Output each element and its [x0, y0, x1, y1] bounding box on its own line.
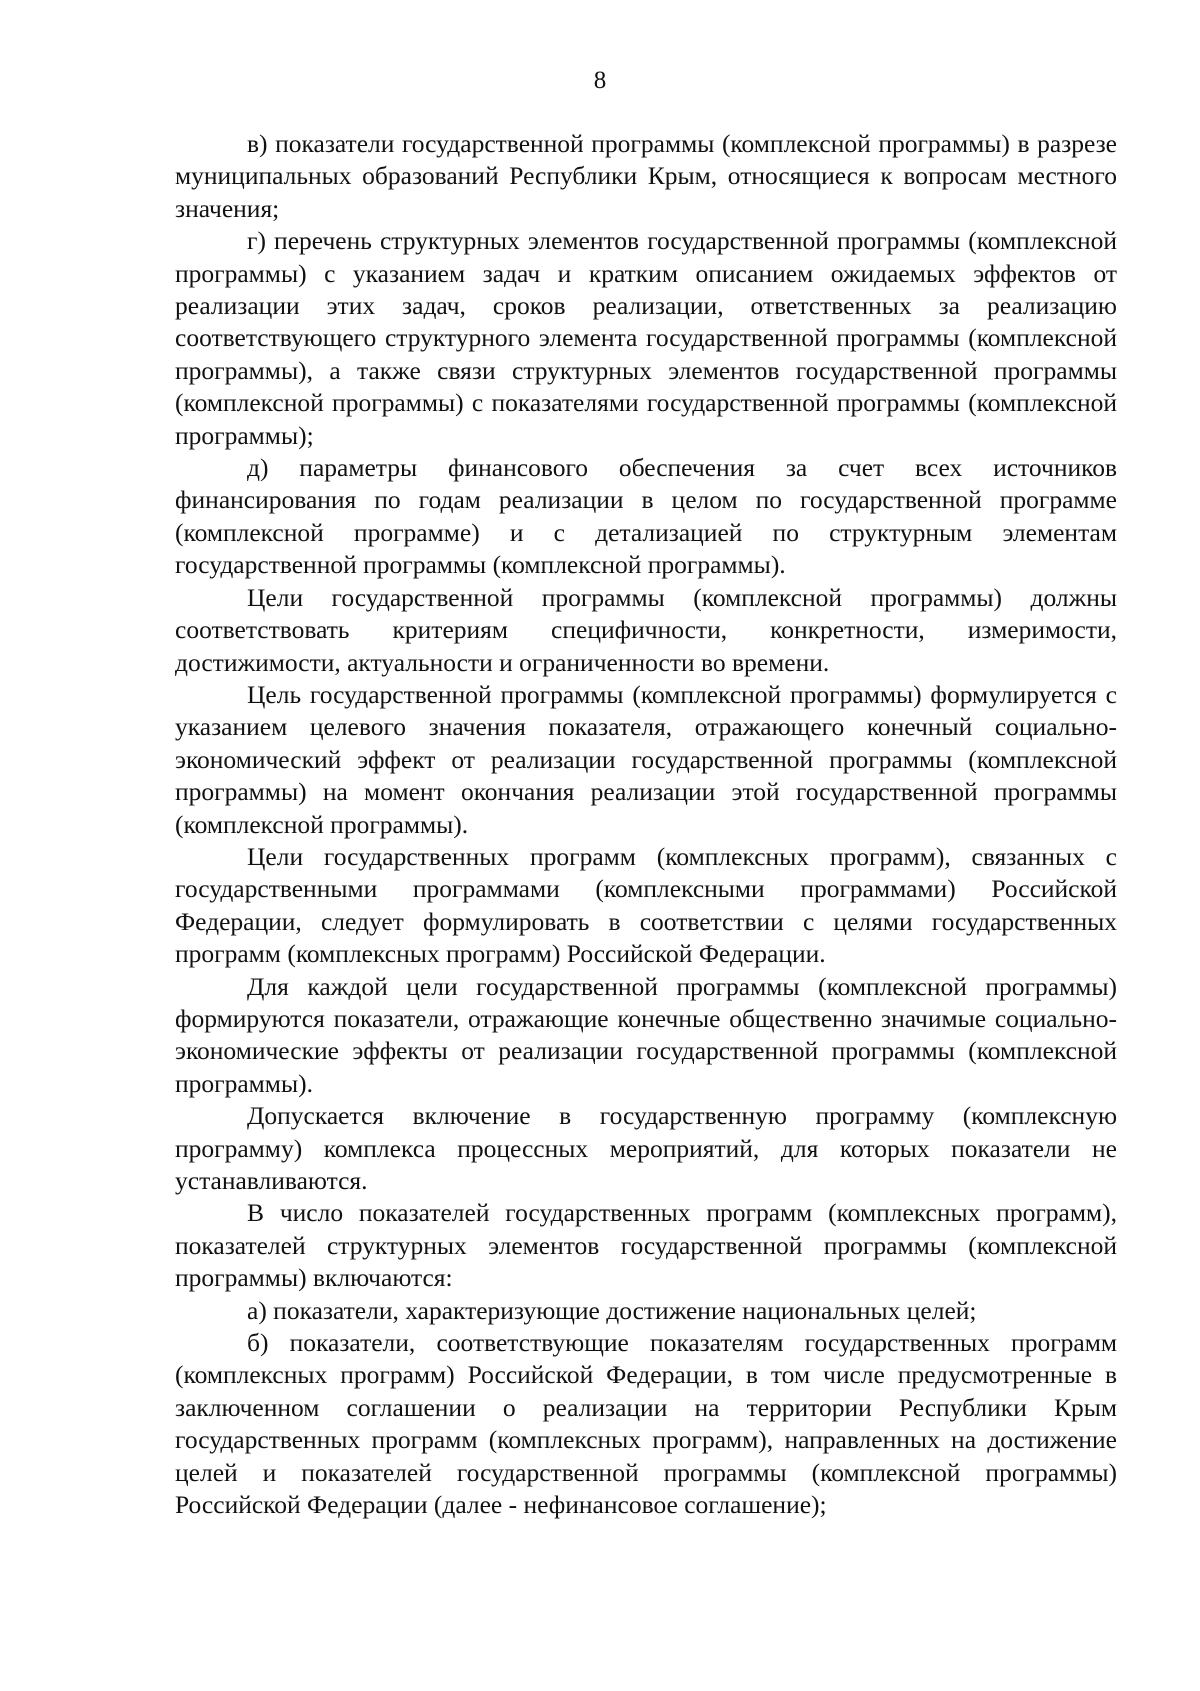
paragraph-goal-formulation: Цель государственной программы (комплексной программы) формулируется с указанием целевого значения показателя, отражающего конечный социально-экономический эффект от реализации государственной программы (комплексной программы) на момент окончания реализации этой государственной программы (комплексной программы).	[175, 679, 1117, 839]
paragraph-indicators-per-goal: Для каждой цели государственной программы (комплексной программы) формируются показатели, отражающие конечные общественно значимые социально-экономические эффекты от реализации государственной программы (комплексной программы).	[175, 971, 1117, 1098]
paragraph-process-measures: Допускается включение в государственную программу (комплексную программу) комплекса процессных мероприятий, для которых показатели не устанавливаются.	[175, 1101, 1117, 1195]
paragraph-indicators-include: В число показателей государственных программ (комплексных программ), показателей структурных элементов государственной программы (комплексной программы) включаются:	[175, 1198, 1117, 1293]
paragraph-item-a: а) показатели, характеризующие достижение национальных целей;	[247, 1295, 977, 1325]
paragraph-federal-goals: Цели государственных программ (комплексных программ), связанных с государственными программами (комплексными программами) Российской Федерации, следует формулировать в соответствии с целями государственных программ (комплексных программ) Российской Федерации.	[175, 841, 1117, 969]
paragraph-item-v: в) показатели государственной программы (комплексной программы) в разрезе муниципальных образований Республики Крым, относящиеся к вопросам местного значения;	[175, 129, 1117, 223]
paragraph-item-b: б) показатели, соответствующие показателям государственных программ (комплексных программ) Российской Федерации, в том числе предусмотренные в заключенном соглашении о реализации на территории Республики Крым государственных программ (комплексных программ), направленных на достижение целей и показателей государственной программы (комплексной программы) Российской Федерации (далее - нефинансовое соглашение);	[175, 1328, 1117, 1520]
paragraph-item-d: д) параметры финансового обеспечения за счет всех источников финансирования по годам реализации в целом по государственной программе (комплексной программе) и с детализацией по структурным элементам государственной программы (комплексной программы).	[175, 453, 1117, 580]
paragraph-item-g: г) перечень структурных элементов государственной программы (комплексной программы) с указанием задач и кратким описанием ожидаемых эффектов от реализации этих задач, сроков реализации, ответственных за реализацию соответствующего структурного элемента государственной программы (комплексной программы), а также связи структурных элементов государственной программы (комплексной программы) с показателями государственной программы (комплексной программы);	[175, 226, 1117, 450]
document-body	[175, 128, 1117, 1521]
page-number: 8	[593, 67, 607, 94]
paragraph-goals-criteria: Цели государственной программы (комплексной программы) должны соответствовать критериям специфичности, конкретности, измеримости, достижимости, актуальности и ограниченности во времени.	[175, 582, 1117, 677]
